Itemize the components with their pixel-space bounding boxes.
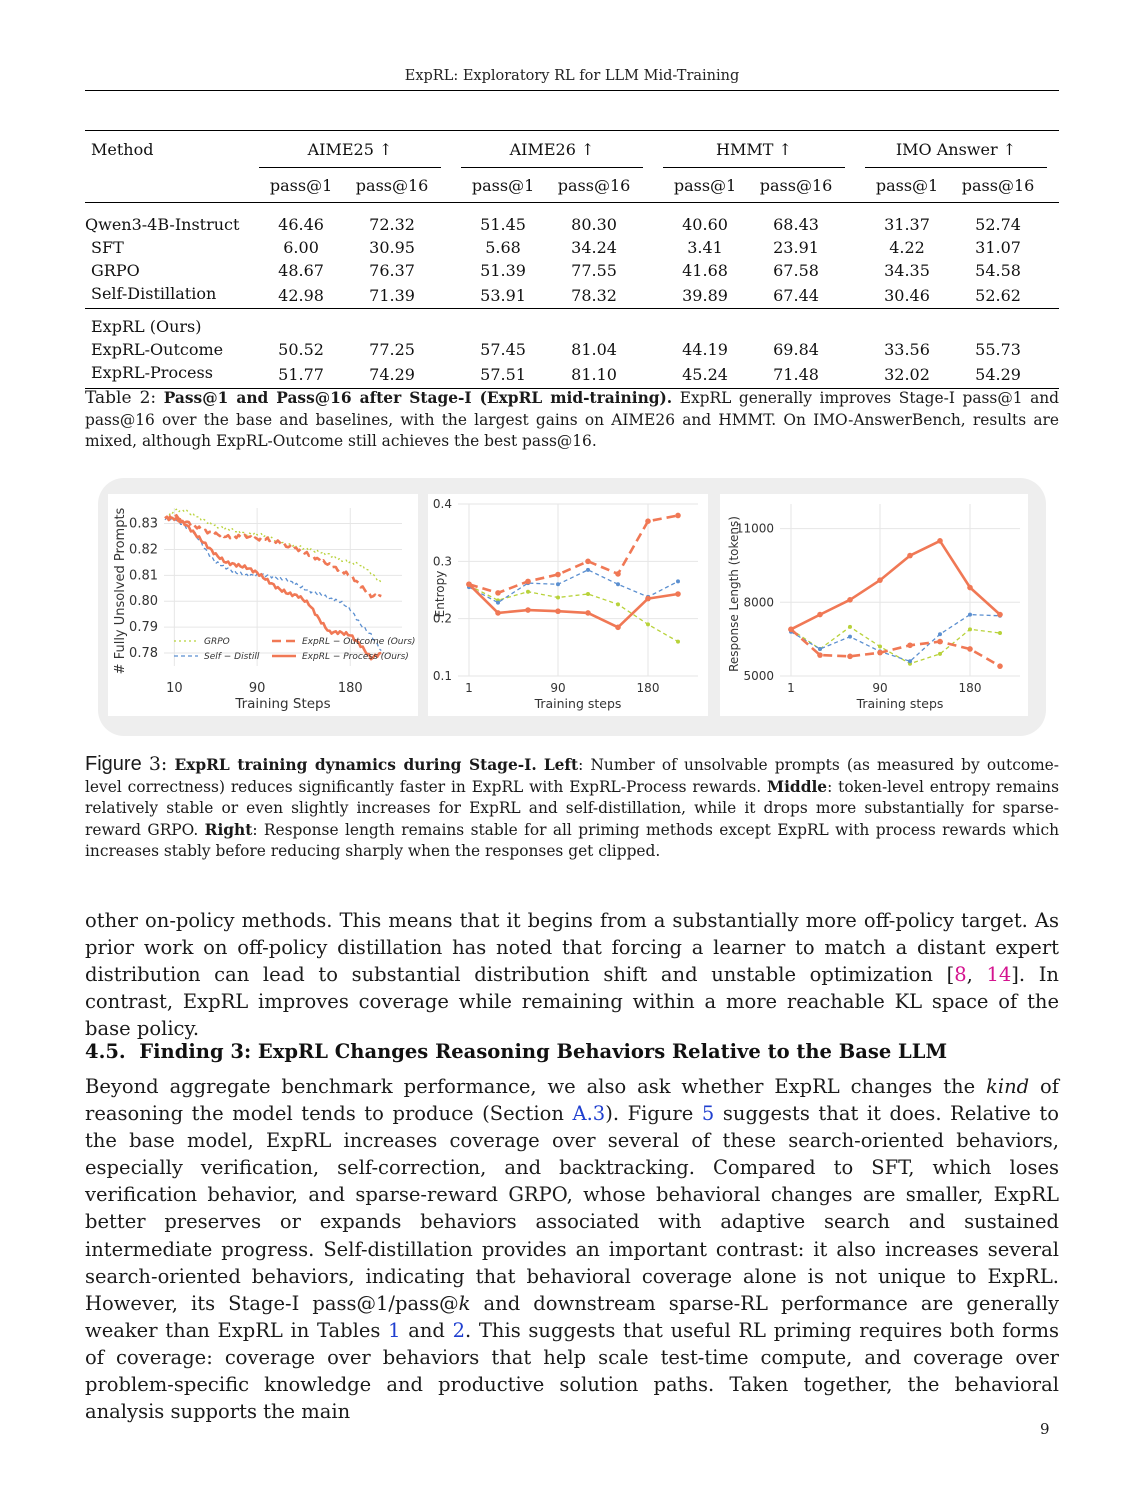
- method-cell: SFT: [91, 238, 124, 257]
- x-axis-label: Training Steps: [235, 696, 331, 712]
- paragraph-text: ]. In contrast, ExpRL improves coverage while remaining within a more reachable KL space of the base policy.: [85, 963, 1059, 1041]
- y-tick-label: 0.82: [129, 542, 158, 558]
- data-point: [615, 624, 621, 630]
- subheader: pass@1: [865, 168, 949, 203]
- legend-label: Self − Distill: [204, 652, 260, 662]
- value-cell-best: 77.25: [369, 340, 415, 359]
- data-point: [877, 650, 883, 656]
- paragraph-text: Beyond aggregate benchmark performance, we also ask whether ExpRL changes the: [85, 1075, 987, 1098]
- y-tick-label: 5000: [743, 669, 774, 683]
- data-point: [616, 602, 620, 606]
- emphasis-text: kind: [986, 1075, 1030, 1098]
- body-paragraph-1: [85, 907, 1059, 1042]
- citation-separator: ,: [966, 963, 987, 987]
- value-cell: 81.04: [571, 340, 617, 359]
- table-row: [85, 361, 1059, 389]
- subheader: pass@1: [461, 168, 545, 203]
- paragraph-text: . This suggests that useful RL priming requires both forms of coverage: coverage over behaviors that help scale test-time compute, and coverage over problem-specific knowledge and productive solution paths. Taken together, the behavioral analysis supports the main: [85, 1318, 1059, 1424]
- ours-label: ExpRL (Ours): [91, 317, 202, 336]
- section-heading: [85, 1040, 947, 1063]
- data-point: [878, 645, 882, 649]
- paragraph-text: ). Figure: [605, 1102, 702, 1126]
- x-axis-label: Training steps: [534, 696, 622, 711]
- x-tick-label: 1: [787, 681, 795, 695]
- value-cell: 52.74: [975, 215, 1021, 234]
- value-cell-best: 45.24: [682, 365, 728, 384]
- y-axis-label: Entropy: [433, 570, 447, 618]
- y-axis-label: Response Length (tokens): [727, 516, 741, 672]
- math-k: k: [458, 1291, 471, 1315]
- x-tick-label: 90: [550, 681, 566, 695]
- table-caption-title: Pass@1 and Pass@16 after Stage-I (ExpRL mid-training).: [163, 389, 673, 407]
- body-paragraph-2: [85, 1073, 1059, 1425]
- legend-label: GRPO: [204, 637, 230, 647]
- table-row: [85, 338, 1059, 361]
- figure-caption-middle-text: : token-level entropy remains relatively stable or even slightly increases for ExpRL and self-distillation, while it drops more substantially for sparse-reward GRPO.: [85, 777, 1059, 839]
- paragraph-text: of reasoning the model tends to produce (Section: [85, 1075, 1060, 1126]
- value-cell: 67.58: [773, 261, 819, 280]
- value-cell: 39.89: [663, 282, 747, 309]
- data-point: [877, 577, 883, 583]
- data-point: [586, 592, 590, 596]
- value-cell: 6.00: [283, 238, 319, 257]
- section-title: Finding 3: ExpRL Changes Reasoning Behaviors Relative to the Base LLM: [139, 1040, 948, 1063]
- figure-caption-right-text: : Response length remains stable for all priming methods except ExpRL with process rewards which increases stably before reducing sharply when the responses get clipped.: [85, 820, 1059, 860]
- data-point: [847, 597, 853, 603]
- section-number: 4.5.: [85, 1040, 126, 1063]
- x-axis-label: Training steps: [856, 696, 944, 711]
- data-point: [817, 652, 823, 658]
- data-point: [788, 627, 794, 633]
- data-point: [968, 627, 972, 631]
- x-tick-label: 1: [465, 681, 473, 695]
- subheader: pass@1: [663, 168, 747, 203]
- data-point: [586, 568, 590, 572]
- data-point: [997, 612, 1003, 618]
- data-point: [848, 635, 852, 639]
- value-cell-best: 34.35: [884, 261, 930, 280]
- value-cell: 31.07: [975, 238, 1021, 257]
- group-header-hmmt: HMMT ↑: [663, 131, 845, 168]
- table-row: [85, 236, 1059, 259]
- value-cell: 34.24: [571, 238, 617, 257]
- table-row: [85, 203, 1059, 237]
- figure-3-charts: [98, 478, 1046, 736]
- data-point: [967, 646, 973, 652]
- data-point: [675, 591, 681, 597]
- data-point: [967, 585, 973, 591]
- citation-link[interactable]: 8: [954, 963, 967, 987]
- value-cell: 48.67: [278, 261, 324, 280]
- y-tick-label: 11000: [735, 521, 774, 536]
- value-cell: 54.29: [975, 365, 1021, 384]
- data-point: [676, 579, 680, 583]
- value-cell: 44.19: [682, 340, 728, 359]
- data-point: [555, 608, 561, 614]
- data-point: [585, 610, 591, 616]
- value-cell: 68.43: [773, 215, 819, 234]
- value-cell: 51.45: [480, 215, 526, 234]
- data-point: [938, 652, 942, 656]
- value-cell: 30.46: [865, 282, 949, 309]
- figure-caption-title: ExpRL training dynamics during Stage-I.: [174, 756, 537, 774]
- legend-label: ExpRL − Outcome (Ours): [302, 637, 416, 647]
- paragraph-text: other on-policy methods. This means that it begins from a substantially more off-policy target. As prior work on off-policy distillation has noted that forcing a learner to match a distant expert distribution can lead to substantial distribution shift and unstable optimization [: [85, 909, 1059, 987]
- subheader: pass@16: [747, 168, 845, 203]
- group-header-aime25: AIME25 ↑: [259, 131, 441, 168]
- data-point: [997, 663, 1003, 669]
- data-point: [937, 639, 943, 645]
- value-cell: 67.44: [747, 282, 845, 309]
- y-tick-label: 0.1: [432, 669, 452, 683]
- method-cell: ExpRL-Outcome: [91, 340, 224, 359]
- data-point: [938, 632, 942, 636]
- figure-caption-right-label: Right: [204, 820, 253, 839]
- x-tick-label: 180: [636, 681, 660, 695]
- method-cell: ExpRL-Process: [91, 363, 213, 382]
- table-ref-link[interactable]: 1: [388, 1318, 401, 1342]
- results-table: [85, 130, 1059, 389]
- value-cell: 52.62: [949, 282, 1047, 309]
- subheader: pass@16: [949, 168, 1047, 203]
- running-title: ExpRL: Exploratory RL for LLM Mid-Training: [404, 68, 740, 84]
- data-point: [645, 518, 651, 524]
- value-cell: 32.02: [884, 365, 930, 384]
- value-cell-best: 51.77: [278, 365, 324, 384]
- figure-caption-left-label: Left: [543, 756, 579, 774]
- data-point: [555, 572, 561, 578]
- data-point: [585, 559, 591, 565]
- x-tick-label: 180: [337, 681, 363, 696]
- value-cell: 51.39: [480, 261, 526, 280]
- method-cell: Self-Distillation: [85, 282, 259, 309]
- value-cell: 74.29: [369, 365, 415, 384]
- subheader: pass@16: [343, 168, 441, 203]
- value-cell: 42.98: [259, 282, 343, 309]
- table-caption-text: ExpRL generally improves Stage-I pass@1 and pass@16 over the base and baselines, with the largest gains on AIME26 and HMMT. On IMO-AnswerBench, results are mixed, although ExpRL-Outcome still achieves the best pass@16.: [85, 389, 1060, 450]
- y-tick-label: 8000: [743, 595, 774, 610]
- group-header-imo-answer: IMO Answer ↑: [865, 131, 1047, 168]
- value-cell: 5.68: [485, 238, 521, 257]
- figure-caption-label: Figure: [85, 753, 142, 775]
- x-tick-label: 10: [166, 681, 183, 696]
- value-cell: 54.58: [975, 261, 1021, 280]
- data-point: [676, 640, 680, 644]
- y-tick-label: 0.4: [432, 497, 452, 511]
- y-tick-label: 0.2: [432, 611, 452, 626]
- data-point: [817, 612, 823, 618]
- value-cell: 23.91: [773, 238, 819, 257]
- value-cell-best: 55.73: [975, 340, 1021, 359]
- x-tick-label: 90: [248, 681, 266, 696]
- table-row-ours-label: [85, 309, 1059, 339]
- group-header-aime26: AIME26 ↑: [461, 131, 643, 168]
- data-point: [968, 613, 972, 617]
- value-cell: 53.91: [461, 282, 545, 309]
- figure-caption: [85, 754, 1059, 863]
- table-group-header-row: [85, 131, 1059, 168]
- data-point: [907, 642, 913, 648]
- data-point: [937, 538, 943, 544]
- value-cell: 71.39: [343, 282, 441, 309]
- y-tick-label: 0.78: [129, 646, 158, 662]
- subheader: pass@1: [259, 168, 343, 203]
- figure-caption-middle-label: Middle: [767, 777, 828, 796]
- paragraph-text: and downstream sparse-RL performance are generally weaker than ExpRL in Tables: [85, 1291, 1059, 1342]
- value-cell: 80.30: [571, 215, 617, 234]
- data-point: [556, 582, 560, 586]
- value-cell: 76.37: [369, 261, 415, 280]
- value-cell: 31.37: [884, 215, 930, 234]
- figure-3: [98, 478, 1046, 736]
- value-cell: 77.55: [571, 261, 617, 280]
- table-subheader-row: [85, 168, 1059, 203]
- value-cell: 50.52: [278, 340, 324, 359]
- value-cell-best: 81.10: [571, 365, 617, 384]
- citation-link[interactable]: 14: [986, 963, 1012, 987]
- table-row: [85, 259, 1059, 282]
- x-tick-label: 90: [872, 681, 888, 695]
- data-point: [675, 513, 681, 519]
- x-tick-label: 180: [958, 681, 982, 695]
- data-point: [556, 595, 560, 599]
- y-axis-label: # Fully Unsolved Prompts: [113, 507, 128, 675]
- table-caption-label: Table 2:: [85, 388, 157, 408]
- page-number: 9: [1040, 1420, 1050, 1438]
- value-cell: 78.32: [545, 282, 643, 309]
- method-cell: Qwen3-4B-Instruct: [85, 215, 240, 234]
- figure-caption-left-text: : Number of unsolvable prompts (as measured by outcome-level correctness) reduces significantly faster in ExpRL with ExpRL-Process rewards.: [85, 756, 1059, 796]
- value-cell: 72.32: [369, 215, 415, 234]
- value-cell: 46.46: [278, 215, 324, 234]
- value-cell: 57.45: [480, 340, 526, 359]
- data-point: [908, 659, 912, 663]
- table-row: [85, 282, 1059, 309]
- table-caption: [85, 388, 1059, 453]
- data-point: [495, 610, 501, 616]
- figure-ref-link[interactable]: 5: [701, 1102, 715, 1126]
- data-point: [525, 579, 531, 585]
- y-tick-label: 0.79: [129, 620, 158, 636]
- data-point: [616, 582, 620, 586]
- y-tick-label: 0.81: [129, 568, 158, 584]
- paragraph-text: suggests that it does. Relative to the base model, ExpRL increases coverage over several of these search-oriented behaviors, especially verification, self-correction, and backtracking. Compared to SFT, which loses verification behavior, and sparse-reward GRPO, whose behavioral changes are smaller, ExpRL better preserves or expands behaviors associated with adaptive search and sustained intermediate progress. Self-distillation provides an important contrast: it also increases several search-oriented behaviors, indicating that behavioral coverage alone is not unique to ExpRL. However, its Stage-I pass@1/pass@: [85, 1102, 1060, 1315]
- data-point: [998, 631, 1002, 635]
- method-header: Method: [91, 139, 154, 159]
- value-cell: 3.41: [687, 238, 723, 257]
- y-tick-label: 0.83: [129, 516, 158, 532]
- value-cell-best: 71.48: [773, 365, 819, 384]
- data-point: [615, 571, 621, 577]
- value-cell: 41.68: [682, 261, 728, 280]
- data-point: [818, 647, 822, 651]
- paragraph-text: and: [400, 1318, 453, 1342]
- method-cell: GRPO: [91, 261, 140, 280]
- data-point: [466, 581, 472, 587]
- data-point: [496, 601, 500, 605]
- value-cell: 33.56: [884, 340, 930, 359]
- table-ref-link[interactable]: 2: [452, 1318, 466, 1342]
- subheader: pass@16: [545, 168, 643, 203]
- legend-label: ExpRL − Process (Ours): [302, 652, 409, 662]
- data-point: [907, 553, 913, 559]
- y-tick-label: 0.3: [432, 554, 452, 569]
- data-point: [495, 590, 501, 596]
- value-cell: 4.22: [889, 238, 925, 257]
- data-point: [525, 607, 531, 613]
- data-point: [847, 654, 853, 660]
- y-tick-label: 0.80: [129, 594, 158, 610]
- data-point: [526, 590, 530, 594]
- data-point: [645, 596, 651, 602]
- data-point: [646, 622, 650, 626]
- header-rule: [85, 90, 1059, 91]
- value-cell-best: 57.51: [480, 365, 526, 384]
- figure-caption-number: 3:: [148, 753, 168, 775]
- section-ref-link[interactable]: A.3: [572, 1102, 606, 1126]
- value-cell: 30.95: [369, 238, 415, 257]
- data-point: [848, 625, 852, 629]
- value-cell: 69.84: [773, 340, 819, 359]
- value-cell: 40.60: [682, 215, 728, 234]
